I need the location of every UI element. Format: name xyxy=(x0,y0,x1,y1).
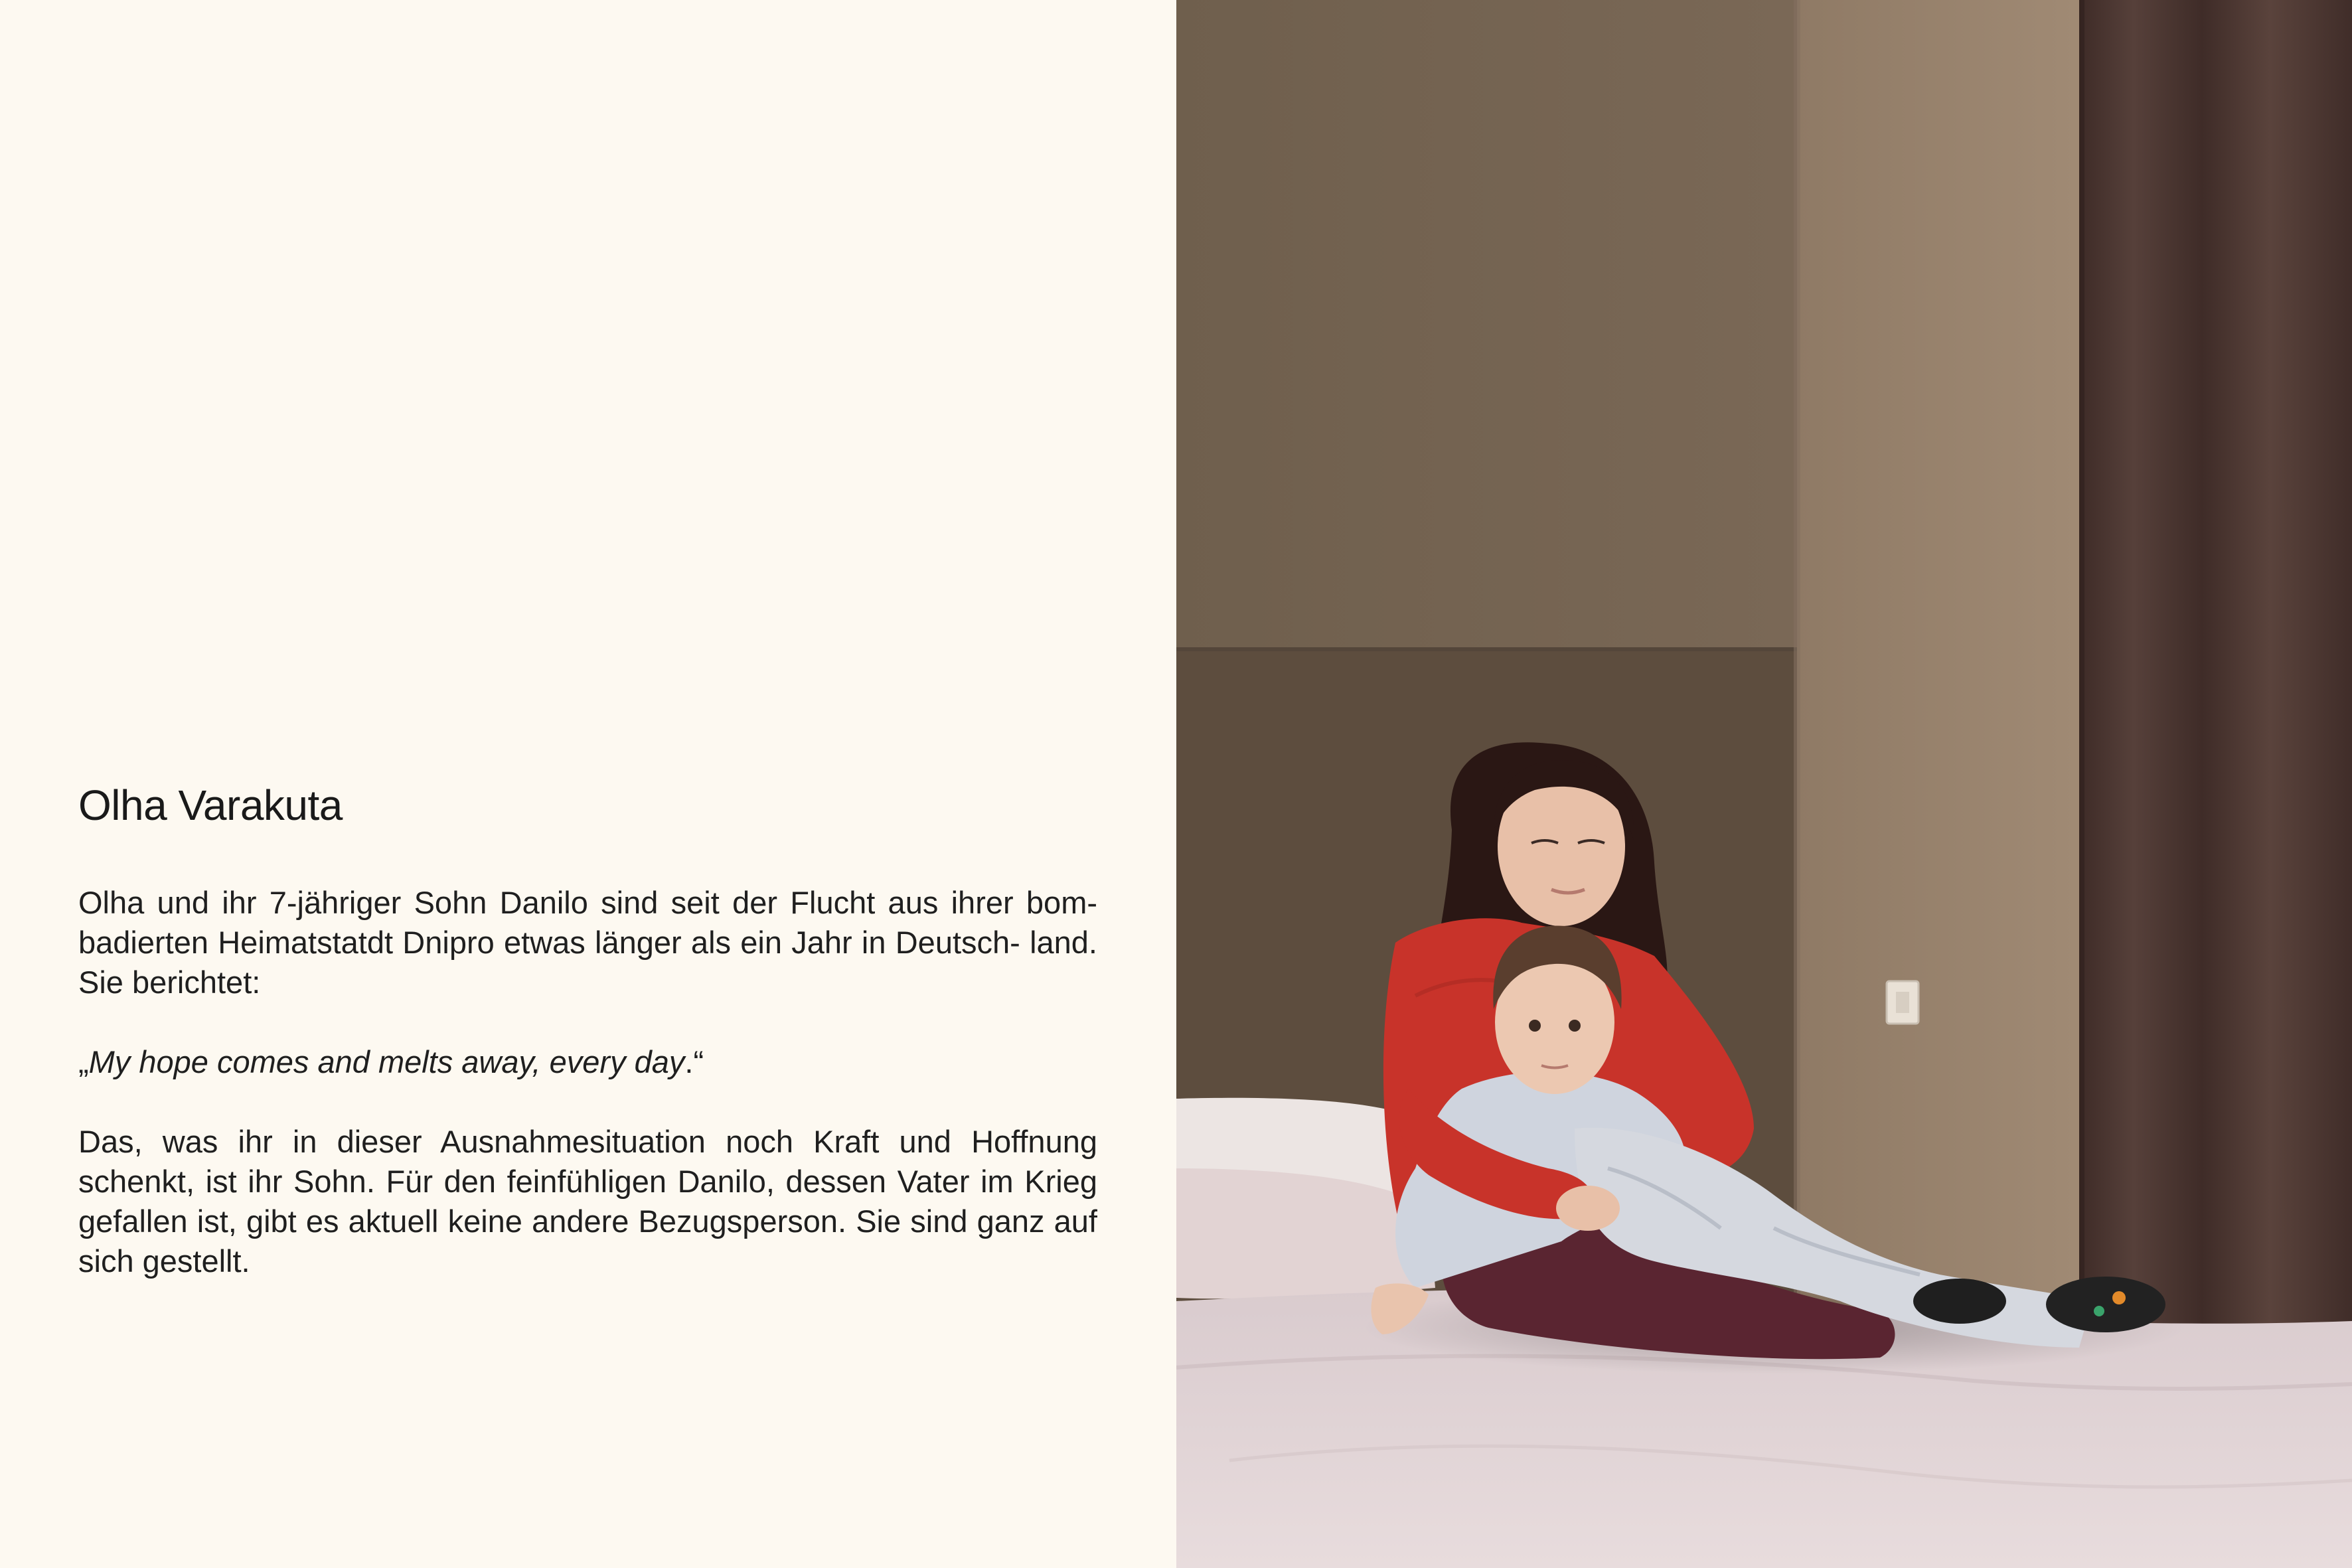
para2-line-1: Das, was ihr in dieser Ausnahmesituation noch Kraft und Hoffnung xyxy=(78,1124,1097,1159)
para2-line-4: auf sich gestellt. xyxy=(78,1204,1097,1279)
mother-hand xyxy=(1556,1186,1620,1231)
child-sock xyxy=(2046,1277,2165,1332)
intro-paragraph xyxy=(78,883,1097,1002)
paragraph-gap xyxy=(78,1082,1097,1122)
intro-line-1: Olha und ihr 7-jähriger Sohn Danilo sind seit der Flucht aus ihrer bom- xyxy=(78,885,1097,920)
article-title: Olha Varakuta xyxy=(78,781,343,829)
quote-open-mark: „ xyxy=(78,1044,89,1079)
para2-line-3: gefallen ist, gibt es aktuell keine andere Bezugsperson. Sie sind ganz xyxy=(78,1204,1045,1239)
quote-text: My hope comes and melts away, every day xyxy=(88,1044,685,1079)
article-body xyxy=(78,883,1097,1281)
photo-illustration xyxy=(1176,0,2352,1568)
intro-line-3: land. Sie berichtet: xyxy=(78,925,1097,1000)
intro-line-2: badierten Heimatstatdt Dnipro etwas länger als ein Jahr in Deutsch- xyxy=(78,925,1020,960)
paragraph-gap xyxy=(78,1002,1097,1042)
quote xyxy=(78,1042,1097,1082)
para2-line-2: schenkt, ist ihr Sohn. Für den feinfühligen Danilo, dessen Vater im Krieg xyxy=(78,1164,1097,1199)
photo-mother-and-son xyxy=(1176,0,2352,1568)
quote-close-mark: .“ xyxy=(684,1044,704,1079)
second-paragraph xyxy=(78,1122,1097,1281)
